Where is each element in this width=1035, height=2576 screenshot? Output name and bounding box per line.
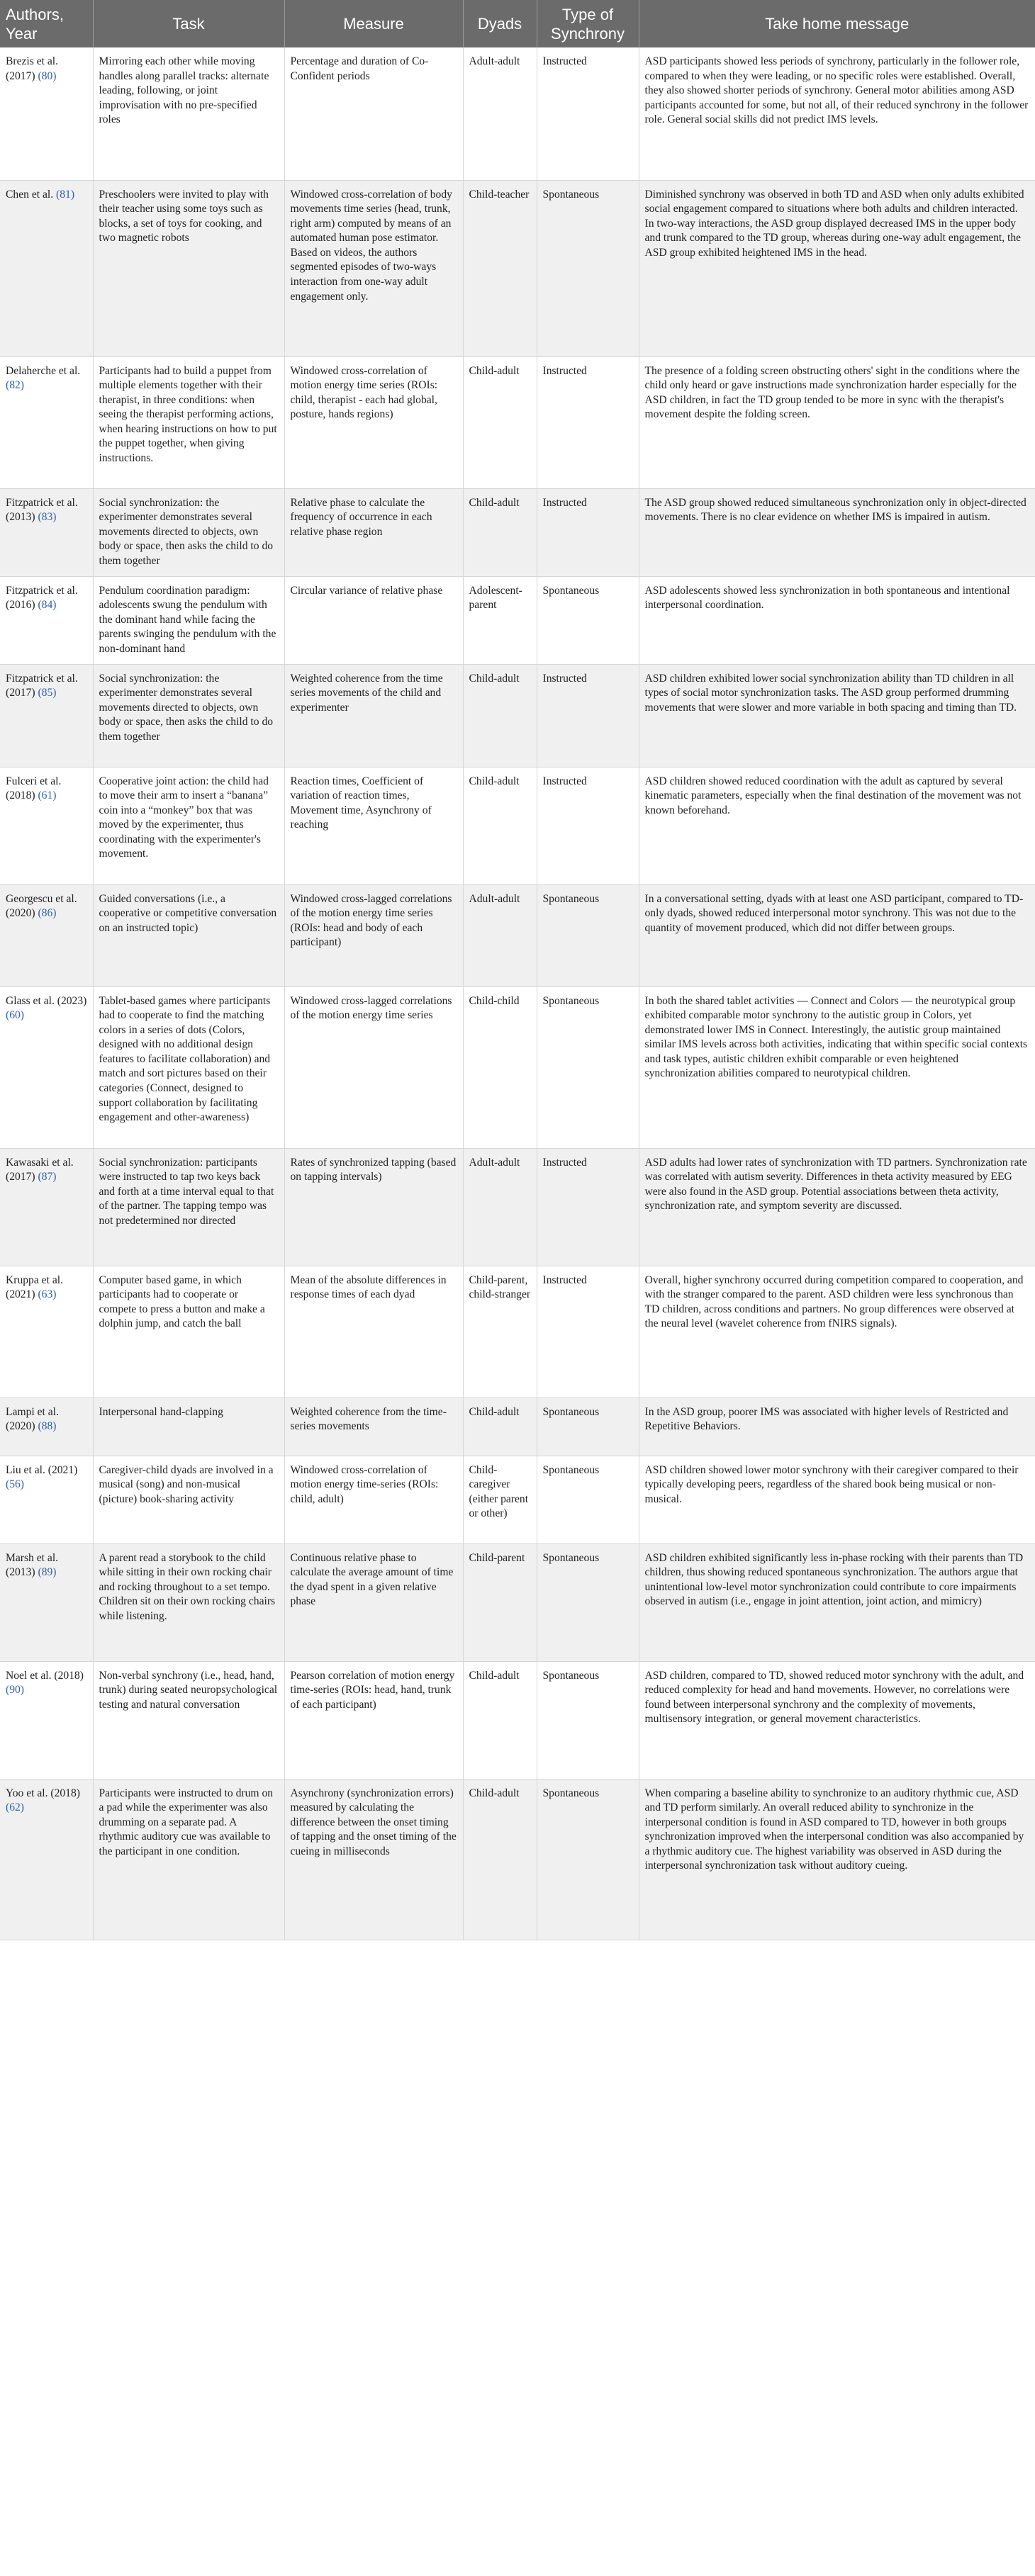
measure-cell: Asynchrony (synchronization errors) measured by calculating the difference between the onset timing of tapping and the onset timing of the cueing in milliseconds [284, 1779, 463, 1940]
author-text: Fitzpatrick et al. (2013) [6, 496, 78, 524]
task-cell: Interpersonal hand-clapping [93, 1397, 284, 1456]
dyads-cell: Adult-adult [463, 1148, 537, 1266]
task-cell: Social synchronization: the experimenter demonstrates several movements directed to objects, own body or space, then asks the child to do them together [93, 488, 284, 576]
author-text: Glass et al. (2023) [6, 994, 87, 1007]
type-cell: Spontaneous [537, 884, 639, 986]
message-cell: In a conversational setting, dyads with at least one ASD participant, compared to TD-only dyads, showed reduced interpersonal motor synchrony. This was not due to the quantity of movement produced, which did not differ between groups. [639, 884, 1035, 986]
author-cell [0, 1397, 93, 1456]
header-authors: Authors, Year [0, 0, 93, 47]
author-text: Kruppa et al. (2021) [6, 1273, 63, 1301]
dyads-cell: Child-adult [463, 1661, 537, 1779]
header-measure: Measure [284, 0, 463, 47]
author-cell [0, 1661, 93, 1779]
message-cell: ASD children exhibited lower social synchronization ability than TD children in all types of social motor synchronization tasks. The ASD group performed drumming movements that were slower and more variable in both spacing and timing than TD. [639, 664, 1035, 767]
author-cell [0, 576, 93, 664]
author-text: Kawasaki et al. (2017) [6, 1156, 74, 1183]
type-cell: Instructed [537, 767, 639, 884]
type-cell: Instructed [537, 1148, 639, 1266]
table-row [0, 664, 1035, 767]
author-cell [0, 986, 93, 1148]
author-cell [0, 884, 93, 986]
reference-link[interactable]: (80) [38, 69, 57, 82]
dyads-cell: Adolescent-parent [463, 576, 537, 664]
dyads-cell: Child-caregiver (either parent or other) [463, 1456, 537, 1543]
task-cell: Caregiver-child dyads are involved in a musical (song) and non-musical (picture) book-sharing activity [93, 1456, 284, 1543]
header-row [0, 0, 1035, 47]
author-text: Fitzpatrick et al. (2016) [6, 584, 78, 612]
author-cell [0, 1543, 93, 1661]
message-cell: ASD children showed reduced coordination with the adult as captured by several kinematic parameters, especially when the final destination of the movement was not known beforehand. [639, 767, 1035, 884]
reference-link[interactable]: (88) [38, 1420, 57, 1433]
table-row [0, 1266, 1035, 1397]
reference-link[interactable]: (83) [38, 511, 57, 524]
task-cell: Mirroring each other while moving handles along parallel tracks: alternate leading, following, or joint improvisation with no pre-specified roles [93, 47, 284, 180]
author-cell [0, 1148, 93, 1266]
message-cell: ASD adolescents showed less synchronization in both spontaneous and intentional interpersonal coordination. [639, 576, 1035, 664]
author-cell [0, 1779, 93, 1940]
measure-cell: Windowed cross-correlation of motion energy time-series (ROIs: child, adult) [284, 1456, 463, 1543]
message-cell: Diminished synchrony was observed in both TD and ASD when only adults exhibited social engagement compared to situations where both adults and children interacted. In two-way interactions, the ASD group displayed decreased IMS in the upper body and trunk compared to the TD group, whereas during one-way adult engagement, the ASD group exhibited heightened IMS in the head. [639, 180, 1035, 356]
reference-link[interactable]: (56) [6, 1478, 24, 1491]
author-cell [0, 767, 93, 884]
type-cell: Spontaneous [537, 1456, 639, 1543]
table-row [0, 488, 1035, 576]
reference-link[interactable]: (89) [38, 1566, 57, 1579]
dyads-cell: Adult-adult [463, 884, 537, 986]
message-cell: In the ASD group, poorer IMS was associated with higher levels of Restricted and Repetitive Behaviors. [639, 1397, 1035, 1456]
dyads-cell: Adult-adult [463, 47, 537, 180]
reference-link[interactable]: (63) [38, 1288, 57, 1301]
author-cell [0, 356, 93, 488]
measure-cell: Windowed cross-correlation of body movements time series (head, trunk, right arm) computed by means of an automated human pose estimator. Based on videos, the authors segmented episodes of two-ways interaction from one-way adult engagement only. [284, 180, 463, 356]
author-text: Georgescu et al. (2020) [6, 892, 77, 920]
type-cell: Spontaneous [537, 986, 639, 1148]
measure-cell: Windowed cross-lagged correlations of the motion energy time series [284, 986, 463, 1148]
message-cell: Overall, higher synchrony occurred during competition compared to cooperation, and with the stranger compared to the parent. ASD children were less synchronous than TD children, across conditions and partners. No group differences were observed at the neural level (wavelet coherence from fNIRS signals). [639, 1266, 1035, 1397]
type-cell: Instructed [537, 488, 639, 576]
table-row [0, 884, 1035, 986]
table-row [0, 180, 1035, 356]
author-text: Fulceri et al. (2018) [6, 775, 62, 802]
header-dyads: Dyads [463, 0, 537, 47]
task-cell: Pendulum coordination paradigm: adolescents swung the pendulum with the dominant hand while facing the parents swinging the pendulum with the non-dominant hand [93, 576, 284, 664]
table-row [0, 1148, 1035, 1266]
measure-cell: Windowed cross-correlation of motion energy time series (ROIs: child, therapist - each had global, posture, hands regions) [284, 356, 463, 488]
author-cell [0, 664, 93, 767]
table-row [0, 767, 1035, 884]
table-row [0, 47, 1035, 180]
type-cell: Spontaneous [537, 576, 639, 664]
header-type: Type of Synchrony [537, 0, 639, 47]
message-cell: ASD children, compared to TD, showed reduced motor synchrony with the adult, and reduced complexity for head and hand movements. However, no correlations were found between interpersonal synchrony and the complexity of movements, multisensory integration, or general movement characteristics. [639, 1661, 1035, 1779]
dyads-cell: Child-parent, child-stranger [463, 1266, 537, 1397]
reference-link[interactable]: (90) [6, 1684, 24, 1697]
table-header [0, 0, 1035, 47]
measure-cell: Weighted coherence from the time series movements of the child and experimenter [284, 664, 463, 767]
task-cell: Tablet-based games where participants had to cooperate to find the matching colors in a series of dots (Colors, designed with no additional design features to facilitate collaboration) and match and sort pictures based on their categories (Connect, designed to support collaboration by facilitating engagement and other-awareness) [93, 986, 284, 1148]
table-row [0, 1661, 1035, 1779]
author-text: Liu et al. (2021) [6, 1463, 78, 1476]
type-cell: Instructed [537, 664, 639, 767]
dyads-cell: Child-adult [463, 356, 537, 488]
measure-cell: Percentage and duration of Co-Confident periods [284, 47, 463, 180]
task-cell: Social synchronization: the experimenter demonstrates several movements directed to objects, own body or space, then asks the child to do them together [93, 664, 284, 767]
type-cell: Spontaneous [537, 180, 639, 356]
reference-link[interactable]: (86) [38, 907, 57, 920]
table-row [0, 1543, 1035, 1661]
table-body [0, 47, 1035, 1940]
table-row [0, 1397, 1035, 1456]
author-cell [0, 1266, 93, 1397]
reference-link[interactable]: (87) [38, 1171, 57, 1183]
author-text: Lampi et al. (2020) [6, 1405, 59, 1433]
task-cell: A parent read a storybook to the child while sitting in their own rocking chair and rocking throughout to a set tempo. Children sit on their own rocking chairs while listening. [93, 1543, 284, 1661]
type-cell: Instructed [537, 47, 639, 180]
task-cell: Preschoolers were invited to play with their teacher using some toys such as blocks, a set of toys for cooking, and two magnetic robots [93, 180, 284, 356]
reference-link[interactable]: (84) [38, 599, 57, 612]
type-cell: Spontaneous [537, 1661, 639, 1779]
author-cell [0, 1456, 93, 1543]
dyads-cell: Child-parent [463, 1543, 537, 1661]
author-text: Brezis et al. (2017) [6, 55, 59, 82]
measure-cell: Rates of synchronized tapping (based on tapping intervals) [284, 1148, 463, 1266]
type-cell: Spontaneous [537, 1779, 639, 1940]
type-cell: Spontaneous [537, 1543, 639, 1661]
message-cell: ASD adults had lower rates of synchronization with TD partners. Synchronization rate was correlated with autism severity. Differences in theta activity measured by EEG were also found in the ASD group. Potential associations between theta activity, synchronization rate, and symptom severity are discussed. [639, 1148, 1035, 1266]
reference-link[interactable]: (61) [38, 789, 57, 802]
header-message: Take home message [639, 0, 1035, 47]
type-cell: Instructed [537, 1266, 639, 1397]
measure-cell: Reaction times, Coefficient of variation of reaction times, Movement time, Asynchrony of reaching [284, 767, 463, 884]
author-text: Fitzpatrick et al. (2017) [6, 672, 78, 699]
table-row [0, 576, 1035, 664]
measure-cell: Circular variance of relative phase [284, 576, 463, 664]
header-task: Task [93, 0, 284, 47]
dyads-cell: Child-adult [463, 1397, 537, 1456]
author-text: Marsh et al. (2013) [6, 1551, 59, 1579]
task-cell: Social synchronization: participants were instructed to tap two keys back and forth at a time interval equal to that of the partner. The tapping tempo was not predetermined nor directed [93, 1148, 284, 1266]
message-cell: The presence of a folding screen obstructing others' sight in the conditions where the child only heard or gave instructions made synchronization harder especially for the ASD children, in fact the TD group tended to be more in sync with the therapist's movement despite the folding screen. [639, 356, 1035, 488]
table-row [0, 1779, 1035, 1940]
message-cell: ASD participants showed less periods of synchrony, particularly in the follower role, compared to when they were leading, or no specific roles were established. Overall, they also showed shorter periods of synchrony. General motor abilities among ASD participants accounted for some, but not all, of their reduced synchrony in the follower role. General social skills did not predict IMS levels. [639, 47, 1035, 180]
task-cell: Participants had to build a puppet from multiple elements together with their therapist, in three conditions: when seeing the therapist performing actions, when hearing instructions on how to put the puppet together, when giving instructions. [93, 356, 284, 488]
message-cell: In both the shared tablet activities — Connect and Colors — the neurotypical group exhibited comparable motor synchrony to the autistic group in Colors, yet demonstrated lower IMS in Connect. Interestingly, the autistic group maintained similar IMS levels across both activities, indicating that within specific social contexts and task types, autistic children exhibit comparable or even heightened synchronization abilities compared to neurotypical children. [639, 986, 1035, 1148]
task-cell: Cooperative joint action: the child had to move their arm to insert a “banana” coin into a “monkey” box that was moved by the experimenter, thus coordinating with the experimenter's movement. [93, 767, 284, 884]
author-text: Delaherche et al. [6, 364, 81, 377]
message-cell: The ASD group showed reduced simultaneous synchronization only in object-directed movements. There is no clear evidence on whether IMS is impaired in autism. [639, 488, 1035, 576]
task-cell: Non-verbal synchrony (i.e., head, hand, trunk) during seated neuropsychological testing and natural conversation [93, 1661, 284, 1779]
dyads-cell: Child-child [463, 986, 537, 1148]
author-cell [0, 180, 93, 356]
reference-link[interactable]: (82) [6, 379, 24, 392]
author-text: Yoo et al. (2018) [6, 1787, 80, 1799]
reference-link[interactable]: (60) [6, 1009, 24, 1022]
measure-cell: Pearson correlation of motion energy time-series (ROIs: head, hand, trunk of each participant) [284, 1661, 463, 1779]
author-text: Noel et al. (2018) [6, 1669, 84, 1682]
dyads-cell: Child-adult [463, 488, 537, 576]
table-row [0, 1456, 1035, 1543]
measure-cell: Weighted coherence from the time-series movements [284, 1397, 463, 1456]
message-cell: When comparing a baseline ability to synchronize to an auditory rhythmic cue, ASD and TD perform similarly. An overall reduced ability to synchronize in the interpersonal condition is found in ASD compared to TD, however in both groups synchronization improved when the interpersonal condition was also accompanied by a rhythmic auditory cue. The highest variability was observed in ASD during the interpersonal synchronization task without auditory cueing. [639, 1779, 1035, 1940]
dyads-cell: Child-teacher [463, 180, 537, 356]
author-cell [0, 488, 93, 576]
measure-cell: Relative phase to calculate the frequency of occurrence in each relative phase region [284, 488, 463, 576]
task-cell: Computer based game, in which participants had to cooperate or compete to press a button and make a dolphin jump, and catch the ball [93, 1266, 284, 1397]
dyads-cell: Child-adult [463, 664, 537, 767]
type-cell: Instructed [537, 356, 639, 488]
table-row [0, 986, 1035, 1148]
message-cell: ASD children showed lower motor synchrony with their caregiver compared to their typically developing peers, regardless of the shared book being musical or non-musical. [639, 1456, 1035, 1543]
task-cell: Guided conversations (i.e., a cooperative or competitive conversation on an instructed topic) [93, 884, 284, 986]
author-text: Chen et al. [6, 188, 54, 201]
reference-link[interactable]: (62) [6, 1801, 24, 1814]
measure-cell: Mean of the absolute differences in response times of each dyad [284, 1266, 463, 1397]
dyads-cell: Child-adult [463, 767, 537, 884]
measure-cell: Windowed cross-lagged correlations of the motion energy time series (ROIs: head and body of each participant) [284, 884, 463, 986]
task-cell: Participants were instructed to drum on a pad while the experimenter was also drumming on a separate pad. A rhythmic auditory cue was available to the participant in one condition. [93, 1779, 284, 1940]
reference-link[interactable]: (85) [38, 687, 57, 699]
table-row [0, 356, 1035, 488]
message-cell: ASD children exhibited significantly less in-phase rocking with their parents than TD children, thus showing reduced spontaneous synchronization. The authors argue that unintentional low-level motor synchronization could contribute to core impairments observed in autism (i.e., engage in joint attention, joint action, and mimicry) [639, 1543, 1035, 1661]
measure-cell: Continuous relative phase to calculate the average amount of time the dyad spent in a given relative phase [284, 1543, 463, 1661]
reference-link[interactable]: (81) [56, 188, 75, 201]
dyads-cell: Child-adult [463, 1779, 537, 1940]
type-cell: Spontaneous [537, 1397, 639, 1456]
author-cell [0, 47, 93, 180]
